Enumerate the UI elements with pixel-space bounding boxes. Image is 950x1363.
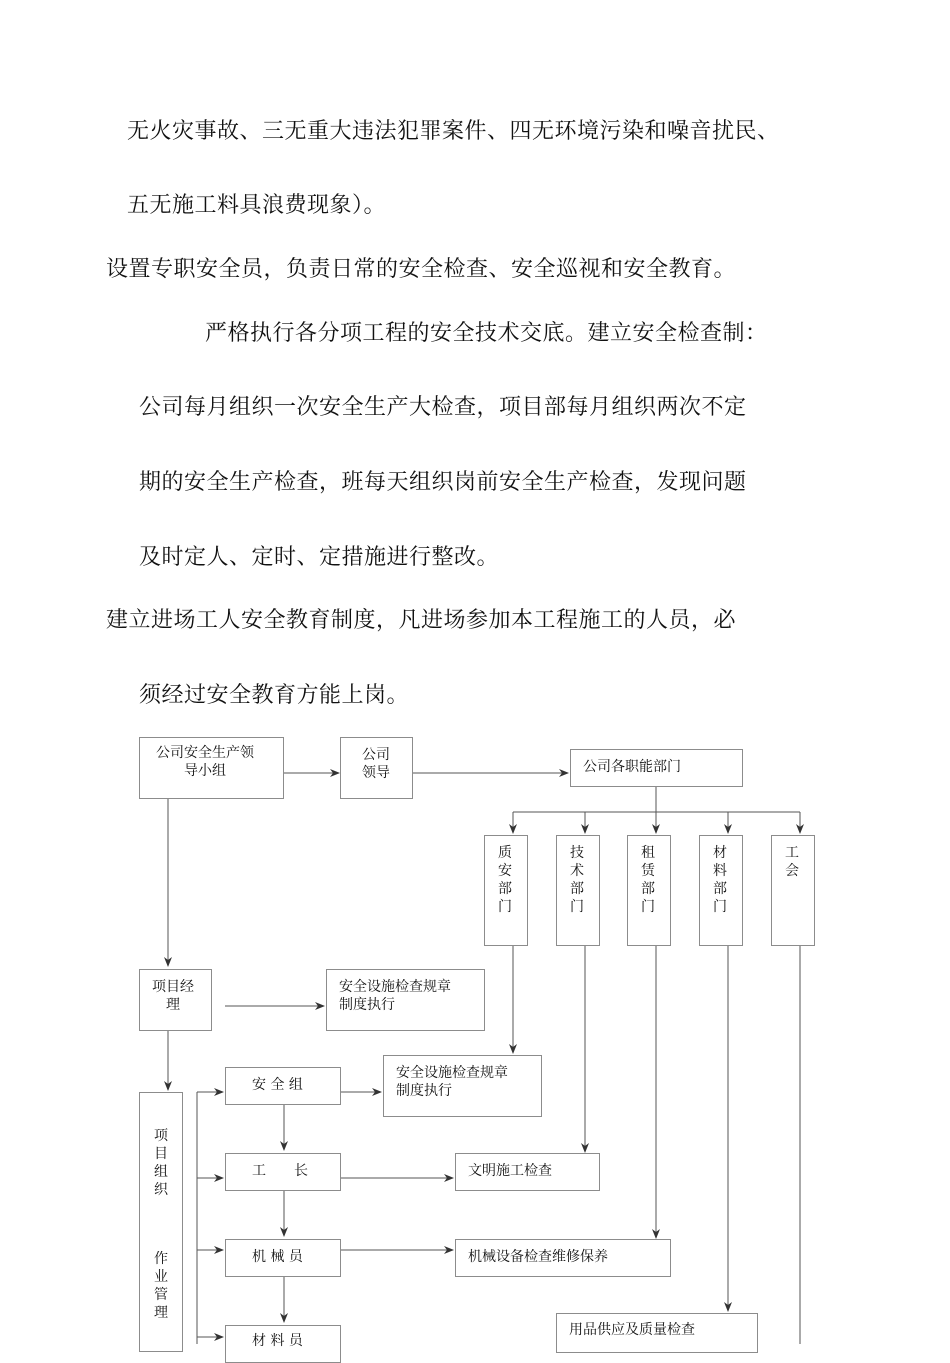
departments-label: 公司各职能部门 [583,759,681,775]
pm-safety-check-label: 安全设施检查规章 制度执行 [339,979,451,1013]
equipment-check-label: 机械设备检查维修保养 [468,1249,608,1265]
dept-union-label: 工会 [785,845,799,879]
safety-check-label: 安全设施检查规章 制度执行 [396,1065,508,1099]
mechanic-box [225,1239,341,1277]
mechanic-label: 机 械 员 [252,1249,303,1265]
dept-tech-label: 技术部门 [570,845,584,915]
civil-check-label: 文明施工检查 [468,1163,552,1179]
supply-check-label: 用品供应及质量检查 [569,1322,695,1338]
safety-group-box [225,1067,341,1105]
company-leader-label: 公司 领导 [362,747,390,781]
project-org-label: 项目组织 [154,1128,168,1198]
paragraph-line: 期的安全生产检查，班每天组织岗前安全生产检查，发现问题 [139,470,747,495]
supply-check-box [556,1313,758,1353]
paragraph-line: 设置专职安全员，负责日常的安全检查、安全巡视和安全教育。 [106,257,737,282]
dept-rental-box [627,835,671,946]
dept-rental-label: 租赁部门 [641,845,655,915]
dept-quality-label: 质安部门 [498,845,512,915]
company-safety-group-box [139,737,284,799]
civil-check-box [455,1153,600,1191]
safety-group-label: 安 全 组 [252,1077,303,1093]
safety-check-box [383,1055,542,1117]
material-clerk-box [225,1325,341,1363]
project-manager-label: 项目经 理 [152,979,194,1013]
dept-material-box [699,835,743,946]
paragraph-line: 须经过安全教育方能上岗。 [139,683,410,708]
dept-tech-box [556,835,600,946]
material-clerk-label: 材 料 员 [252,1333,303,1349]
company-leader-box [340,737,413,799]
departments-box [570,749,743,787]
project-manager-box [139,969,212,1031]
paragraph-line: 严格执行各分项工程的安全技术交底。建立安全检查制： [205,321,768,346]
dept-material-label: 材料部门 [713,845,727,915]
paragraph-line: 及时定人、定时、定措施进行整改。 [139,545,500,570]
work-management-label: 作业管理 [154,1251,168,1321]
paragraph-line: 无火灾事故、三无重大违法犯罪案件、四无环境污染和噪音扰民、 [127,119,780,144]
paragraph-line: 公司每月组织一次安全生产大检查，项目部每月组织两次不定 [139,395,747,420]
foreman-label: 工 长 [252,1163,308,1179]
company-safety-group-label: 公司安全生产领 导小组 [156,745,254,779]
foreman-box [225,1153,341,1191]
equipment-check-box [455,1239,671,1277]
dept-union-box [771,835,815,946]
dept-quality-box [484,835,528,946]
paragraph-line: 建立进场工人安全教育制度，凡进场参加本工程施工的人员，必 [106,608,737,633]
pm-safety-check-box [326,969,485,1031]
project-org-box [139,1092,183,1352]
paragraph-line: 五无施工料具浪费现象）。 [127,193,387,218]
